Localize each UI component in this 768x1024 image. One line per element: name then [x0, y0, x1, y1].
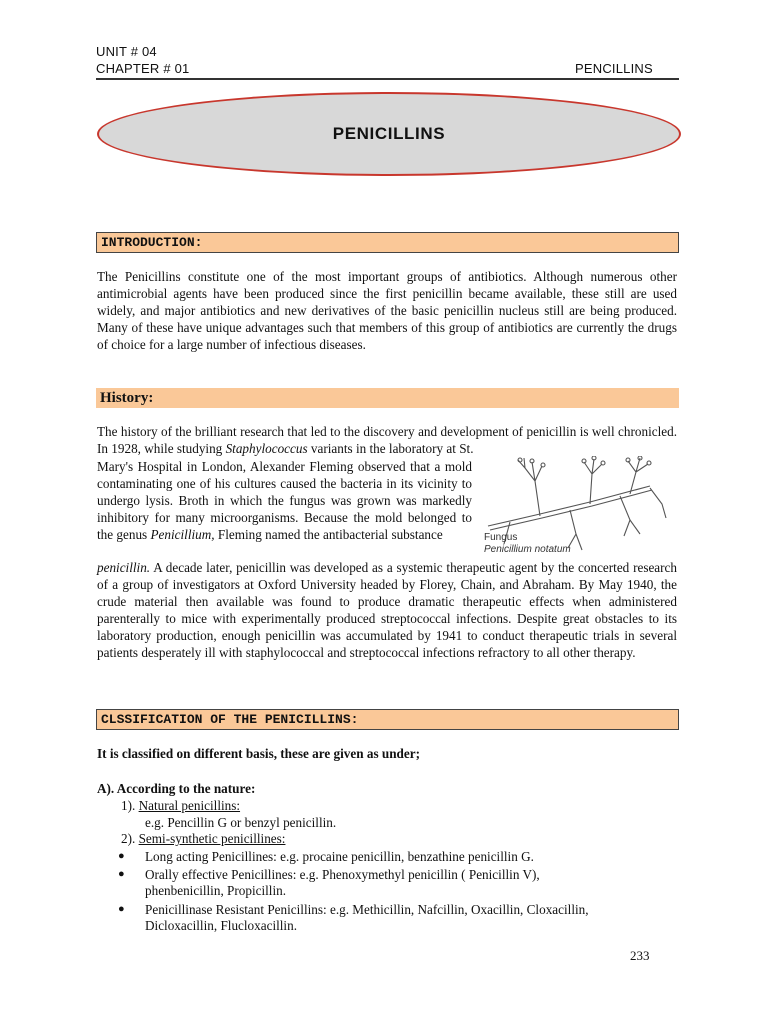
bullet-icon: ●: [118, 850, 125, 862]
figure-label-fungus: Fungus: [484, 532, 518, 543]
history-wrap-text: Mary's Hospital in London, Alexander Fleming observed that a mold contaminating one of his cultures caused the bacteria in its vicinity to undergo lysis. Broth in which the fungus was grown was markedly inhibitory for many microorganisms. Because the mold belonged to the genus Penicillium, Fleming named the antibacterial substance: [97, 459, 472, 542]
bullet-orally-effective-cont: phenbenicillin, Propicillin.: [145, 883, 287, 898]
introduction-heading: INTRODUCTION:: [96, 232, 679, 253]
bullet-orally-effective: Orally effective Penicillines: e.g. Phenoxymethyl penicillin ( Penicillin V),: [145, 867, 540, 882]
bullet-icon: ●: [118, 903, 125, 915]
figure-label-species: Penicillium notatum: [484, 544, 571, 555]
unit-label: UNIT # 04: [96, 44, 157, 59]
bullet-long-acting: Long acting Penicillines: e.g. procaine penicillin, benzathine penicillin G.: [145, 849, 534, 864]
section-a-heading: A). According to the nature:: [97, 781, 256, 796]
page-number: 233: [630, 948, 650, 963]
history-paragraph-1: The history of the brilliant research that led to the discovery and development of penicillin is well chronicled. In 1928, while studying Staphylococcus variants in the laboratory at St.: [97, 424, 677, 456]
title-oval: [97, 92, 681, 176]
chapter-label: CHAPTER # 01: [96, 61, 190, 76]
bullet-penicillinase-resistant-cont: Dicloxacillin, Flucloxacillin.: [145, 918, 297, 933]
header-topic: PENCILLINS: [575, 61, 653, 76]
introduction-text: The Penicillins constitute one of the most important groups of antibiotics. Although numerous other antimicrobial agents have been produced since the first penicillin became available, these still are used widely, and major antibiotics and new derivatives of the basic penicillin nucleus still are being produced. Many of these have unique advantages such that members of this group of antibiotics are currently the drugs of choice for a large number of infectious diseases.: [97, 269, 677, 352]
penicillin-term: penicillin.: [97, 560, 151, 575]
history-paragraph-2: penicillin. A decade later, penicillin was developed as a systemic therapeutic agent by the concerted research of a group of investigators at Oxford University headed by Florey, Chain, and Abraham. By May 1940, the crude material then available was found to produce dramatic therapeutic effects when administered parenterally to mice with experimentally produced streptococcal infections. Despite great obstacles to its laboratory production, enough penicillin was accumulated by 1941 to conduct therapeutic trials in several patients desperately ill with staphylococcal and streptococcal infections refractory to all other therapy.: [97, 560, 677, 660]
bullet-penicillinase-resistant: Penicillinase Resistant Penicillins: e.g. Methicillin, Nafcillin, Oxacillin, Cloxacillin,: [145, 902, 589, 917]
penicillium-term: Penicillium,: [150, 526, 215, 542]
item-natural-example: e.g. Pencillin G or benzyl penicillin.: [145, 815, 337, 830]
fungus-illustration: [480, 456, 670, 556]
staphylococcus-term: Staphylococcus: [225, 440, 308, 456]
item-semisynthetic: 2). Semi-synthetic penicillines:: [121, 831, 286, 846]
classification-heading: CLSSIFICATION OF THE PENICILLINS:: [96, 709, 679, 730]
history-heading: History:: [96, 388, 679, 408]
bullet-icon: ●: [118, 868, 125, 880]
header-rule: [96, 78, 679, 80]
item-natural: 1). Natural penicillins:: [121, 798, 241, 813]
classification-intro: It is classified on different basis, these are given as under;: [97, 746, 420, 761]
page-title: PENICILLINS: [332, 124, 446, 143]
